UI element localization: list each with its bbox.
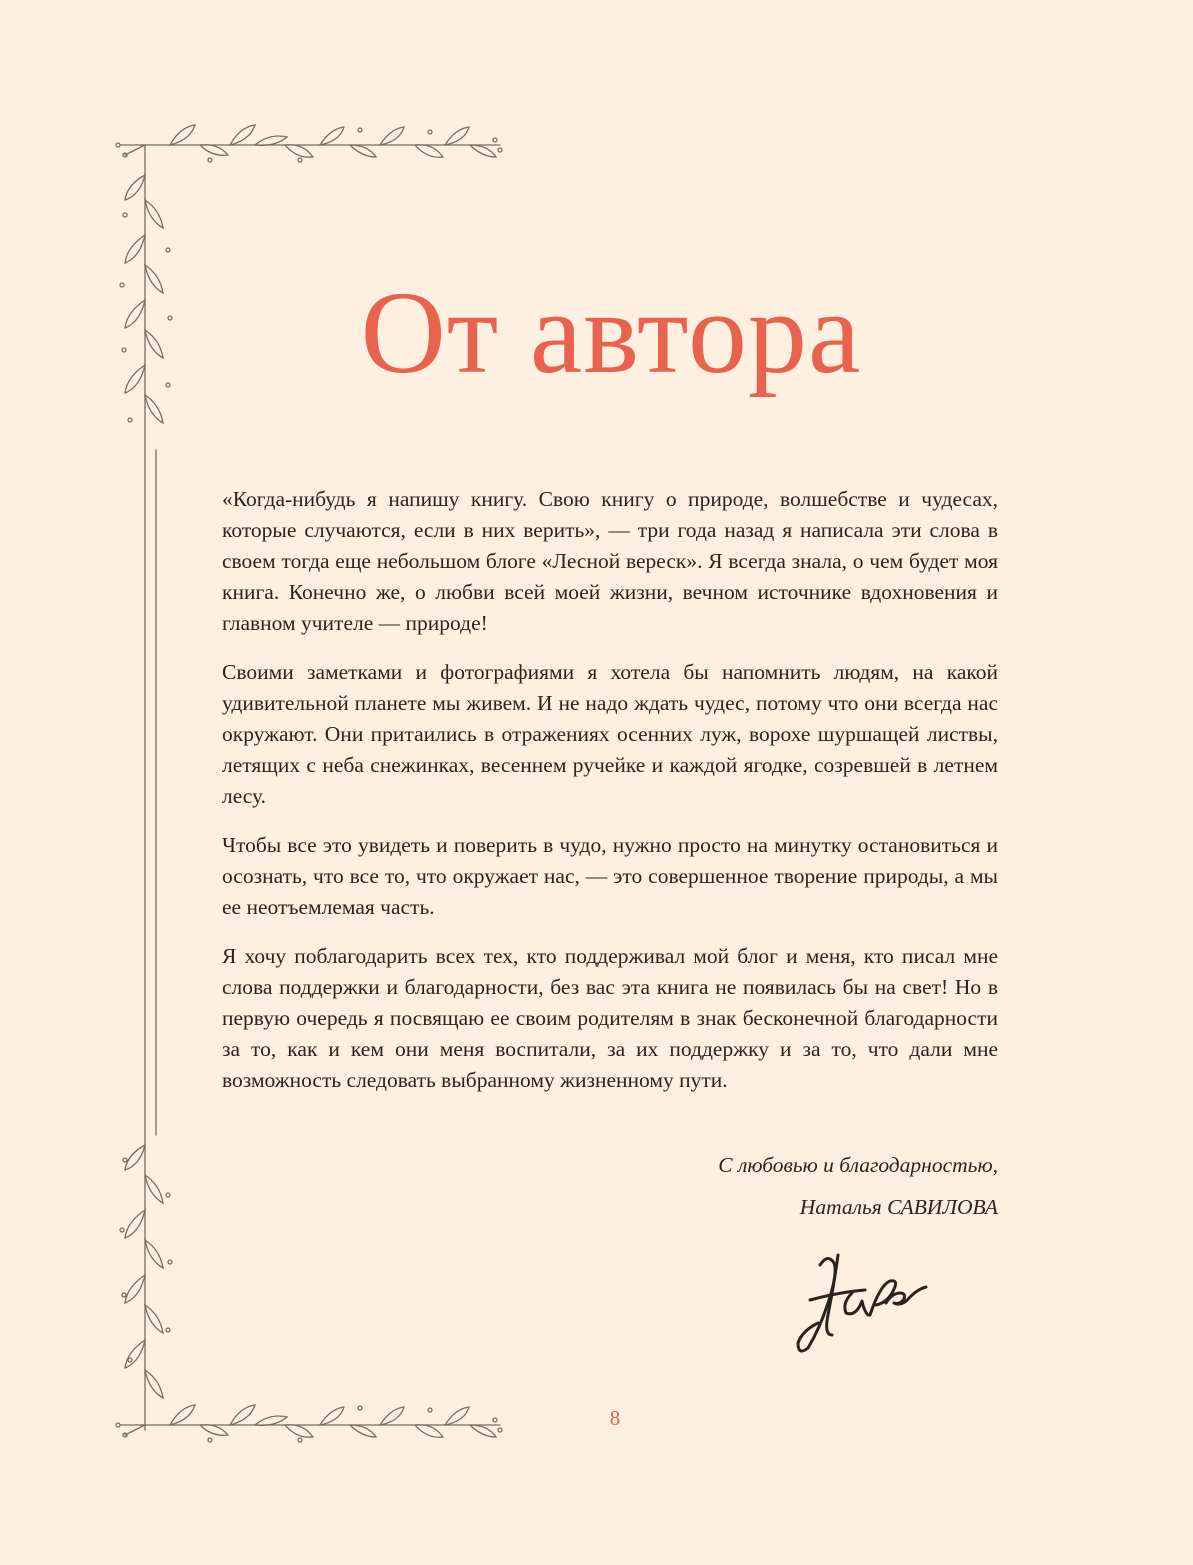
closing-line: С любовью и благодарностью, [718,1153,998,1177]
paragraph-4: Я хочу поблагодарить всех тех, кто поддерживал мой блог и меня, кто писал мне слова поддержки и благодарности, без вас эта книга не появилась бы на свет! Но в первую очередь я посвящаю ее своим родителям в знак бесконечной благодарности за то, как и кем они меня воспитали, за их поддержку и за то, что дали мне возможность следовать выбранному жизненному пути. [222,944,998,1092]
body-text [222,484,998,1114]
page-title: От автора [360,267,862,398]
paragraph-1: «Когда-нибудь я напишу книгу. Свою книгу о природе, волшебстве и чудесах, которые случаются, если в них верить», — три года назад я написала эти слова в своем тогда еще небольшом блоге «Лесной вереск». Я всегда знала, о чем будет моя книга. Конечно же, о любви всей моей жизни, вечном источнике вдохновения и главном учителе — природе! [222,487,998,635]
paragraph-2: Своими заметками и фотографиями я хотела бы напомнить людям, на какой удивительной планете мы живем. И не надо ждать чудес, потому что они всегда нас окружают. Они притаились в отражениях осенних луж, ворохе шуршащей листвы, летящих с неба снежинках, весеннем ручейке и каждой ягодке, созревшей в летнем лесу. [222,660,998,808]
paragraph-3: Чтобы все это увидеть и поверить в чудо, нужно просто на минутку остановиться и осознать, что все то, что окружает нас, — это совершенное творение природы, а мы ее неотъемлемая часть. [222,833,998,919]
signature-icon [790,1245,940,1360]
author-name: Наталья САВИЛОВА [799,1195,998,1219]
page-number: 8 [609,1406,621,1430]
